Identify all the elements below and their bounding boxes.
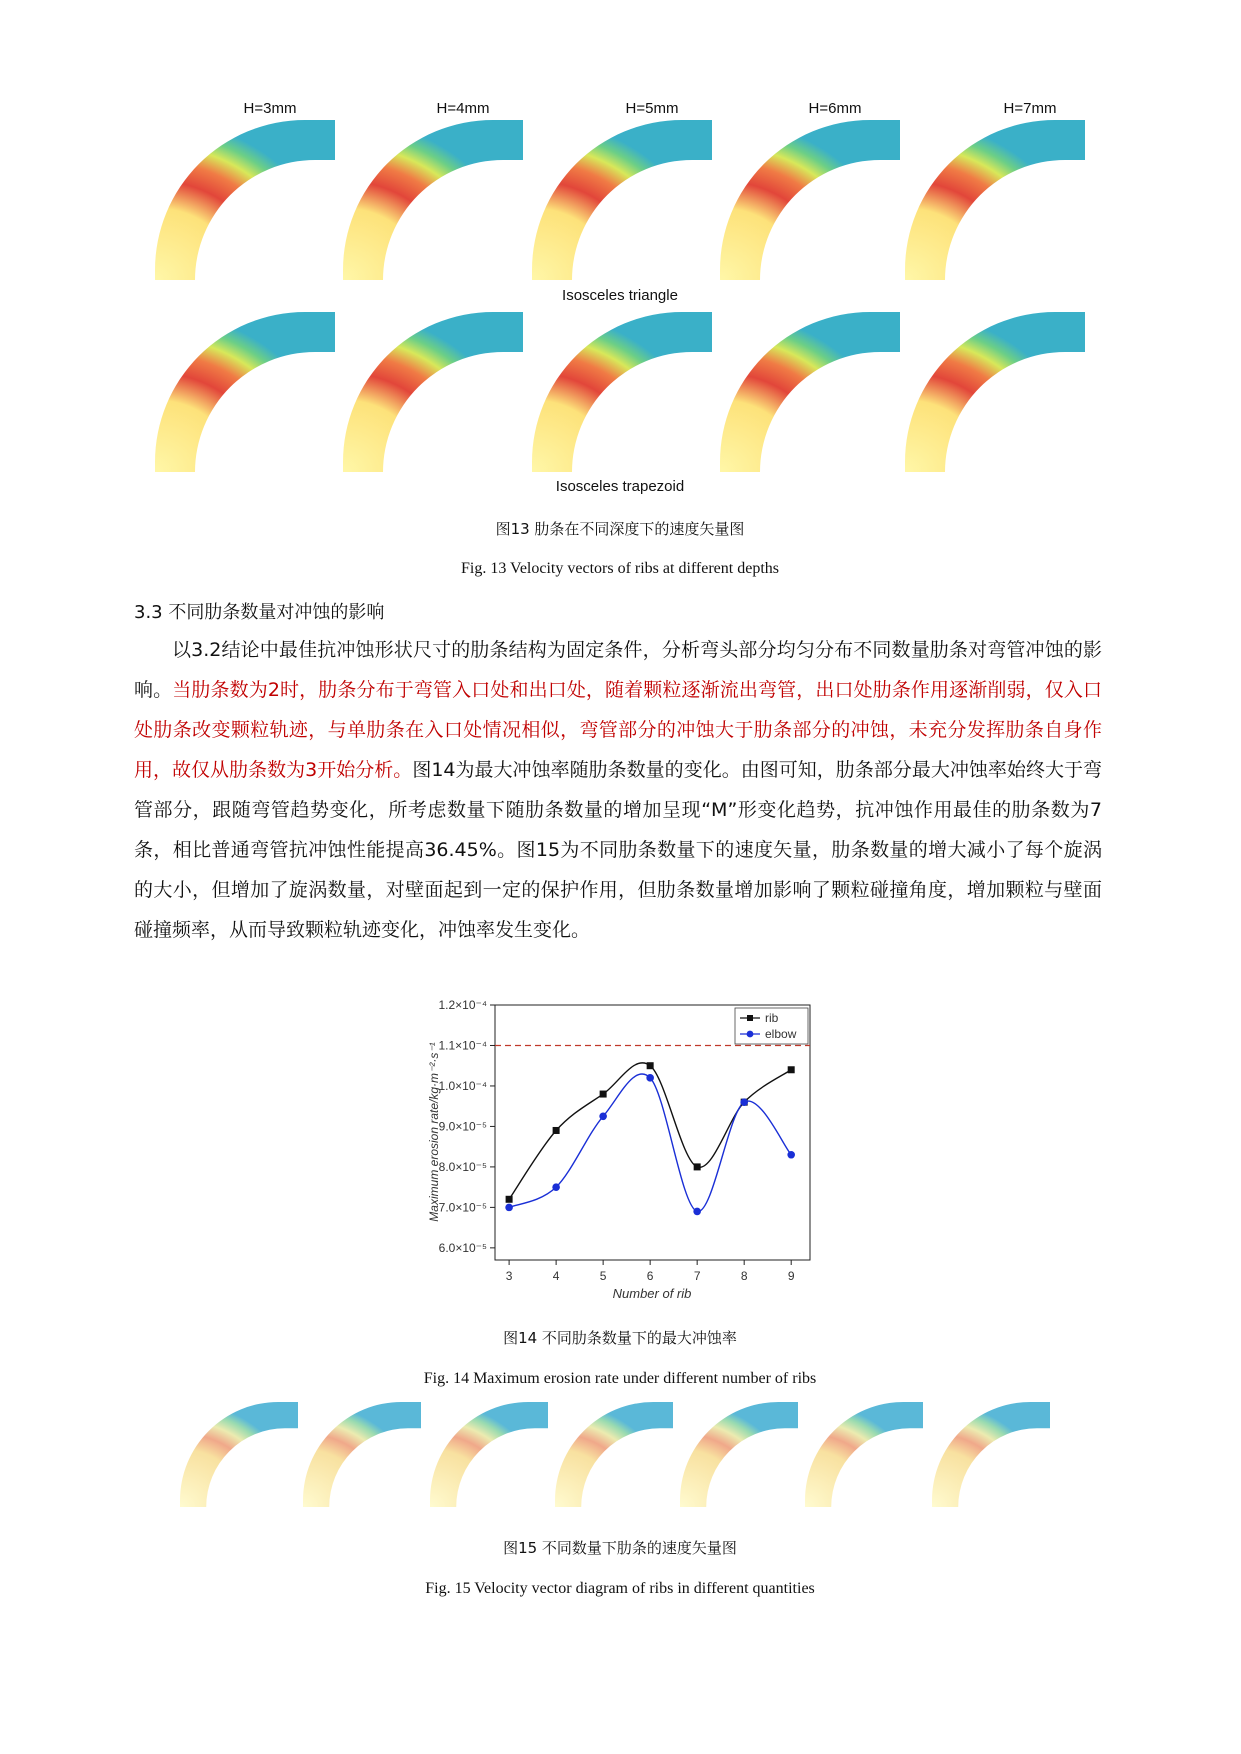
x-tick-label: 3 <box>505 1269 513 1283</box>
row-label-trapezoid: Isosceles trapezoid <box>555 478 685 495</box>
elbow-data-point <box>552 1183 560 1191</box>
velocity-panel-triangle-h5 <box>532 120 712 280</box>
depth-label-1: H=3mm <box>243 100 297 117</box>
velocity-panel-triangle-h3 <box>155 120 335 280</box>
x-tick-label: 8 <box>740 1269 748 1283</box>
x-tick-label: 6 <box>646 1269 654 1283</box>
rib-data-point <box>553 1127 560 1134</box>
fig15-caption-en: Fig. 15 Velocity vector diagram of ribs in different quantities <box>425 1580 815 1597</box>
elbow-data-point <box>787 1151 795 1159</box>
velocity-panel-ribs-4 <box>303 1402 421 1507</box>
y-tick-label: 7.0×10⁻⁵ <box>438 1200 487 1215</box>
velocity-panel-trapezoid-h5 <box>532 312 712 472</box>
body-text-analysis: 图14为最大冲蚀率随肋条数量的变化。由图可知，肋条部分最大冲蚀率始终大于弯管部分，跟随弯管趋势变化，所考虑数量下随肋条数量的增加呈现“M”形变化趋势，抗冲蚀作用最佳的肋条数为7条，相比普通弯管抗冲蚀性能提高36.45%。图15为不同肋条数量下的速度矢量，肋条数量的增大减小了每个旋涡的大小，但增加了旋涡数量，对壁面起到一定的保护作用，但肋条数量增加影响了颗粒碰撞角度，增加颗粒与壁面碰撞频率，从而导致颗粒轨迹变化，冲蚀率发生变化。 <box>134 759 1102 941</box>
depth-label-4: H=6mm <box>808 100 862 117</box>
section-title: 3.3 不同肋条数量对冲蚀的影响 <box>134 602 385 623</box>
velocity-panel-triangle-h7 <box>905 120 1085 280</box>
y-tick-label: 1.2×10⁻⁴ <box>438 1000 487 1012</box>
body-text-intro: 以3.2结论中最佳抗冲蚀形状尺寸的肋条结构为固定条件，分析弯头部分均匀分布不同数量肋条对弯管冲蚀的影响。 <box>134 639 1102 701</box>
x-tick-label: 4 <box>552 1269 560 1283</box>
chart-legend <box>735 1008 808 1044</box>
elbow-data-point <box>599 1113 607 1121</box>
rib-data-point <box>694 1163 701 1170</box>
row-label-triangle: Isosceles triangle <box>562 287 678 304</box>
velocity-panel-ribs-8 <box>805 1402 923 1507</box>
fig15-caption-cn: 图15 不同数量下肋条的速度矢量图 <box>503 1539 737 1557</box>
velocity-panel-trapezoid-h3 <box>155 312 335 472</box>
y-tick-label: 6.0×10⁻⁵ <box>438 1240 487 1255</box>
erosion-rate-chart <box>410 1000 830 1315</box>
y-tick-label: 1.1×10⁻⁴ <box>438 1038 487 1053</box>
y-tick-label: 8.0×10⁻⁵ <box>438 1159 487 1174</box>
velocity-panel-ribs-6 <box>555 1402 673 1507</box>
velocity-panel-ribs-3 <box>180 1402 298 1507</box>
velocity-panel-ribs-5 <box>430 1402 548 1507</box>
rib-data-point <box>506 1196 513 1203</box>
x-tick-label: 7 <box>693 1269 701 1283</box>
velocity-panel-ribs-9 <box>932 1402 1050 1507</box>
rib-data-point <box>647 1062 654 1069</box>
x-axis-label: Number of rib <box>612 1286 692 1301</box>
rib-data-point <box>600 1091 607 1098</box>
fig14-caption-en: Fig. 14 Maximum erosion rate under different number of ribs <box>423 1370 817 1387</box>
rib-series-line <box>509 1063 791 1199</box>
fig13-caption-cn: 图13 肋条在不同深度下的速度矢量图 <box>495 520 745 538</box>
velocity-panel-triangle-h6 <box>720 120 900 280</box>
depth-label-3: H=5mm <box>625 100 679 117</box>
velocity-panel-trapezoid-h6 <box>720 312 900 472</box>
y-tick-label: 1.0×10⁻⁴ <box>438 1078 487 1093</box>
elbow-series-line <box>509 1074 791 1212</box>
fig14-caption-cn: 图14 不同肋条数量下的最大冲蚀率 <box>503 1329 737 1347</box>
x-tick-label: 9 <box>787 1269 795 1283</box>
legend-label-elbow: elbow <box>765 1027 797 1041</box>
legend-label-rib: rib <box>765 1011 779 1025</box>
y-axis-label: Maximum erosion rate/kg·m⁻²·s⁻¹ <box>427 1042 441 1222</box>
elbow-data-point <box>740 1098 748 1106</box>
velocity-panel-ribs-7 <box>680 1402 798 1507</box>
rib-data-point <box>788 1066 795 1073</box>
velocity-panel-trapezoid-h4 <box>343 312 523 472</box>
section-body <box>134 630 1102 950</box>
body-text-highlight: 当肋条数为2时，肋条分布于弯管入口处和出口处，随着颗粒逐渐流出弯管，出口处肋条作用逐渐削弱，仅入口处肋条改变颗粒轨迹，与单肋条在入口处情况相似，弯管部分的冲蚀大于肋条部分的冲蚀，未充分发挥肋条自身作用，故仅从肋条数为3开始分析。 <box>134 679 1102 781</box>
x-tick-label: 5 <box>599 1269 607 1283</box>
elbow-data-point <box>693 1208 701 1216</box>
y-tick-label: 9.0×10⁻⁵ <box>438 1119 487 1134</box>
fig13-caption-en: Fig. 13 Velocity vectors of ribs at different depths <box>460 560 779 577</box>
elbow-data-point <box>505 1204 513 1212</box>
body-paragraph <box>134 630 1102 950</box>
velocity-panel-triangle-h4 <box>343 120 523 280</box>
depth-label-5: H=7mm <box>1003 100 1057 117</box>
elbow-data-point <box>646 1074 654 1082</box>
velocity-panel-trapezoid-h7 <box>905 312 1085 472</box>
depth-label-2: H=4mm <box>436 100 490 117</box>
